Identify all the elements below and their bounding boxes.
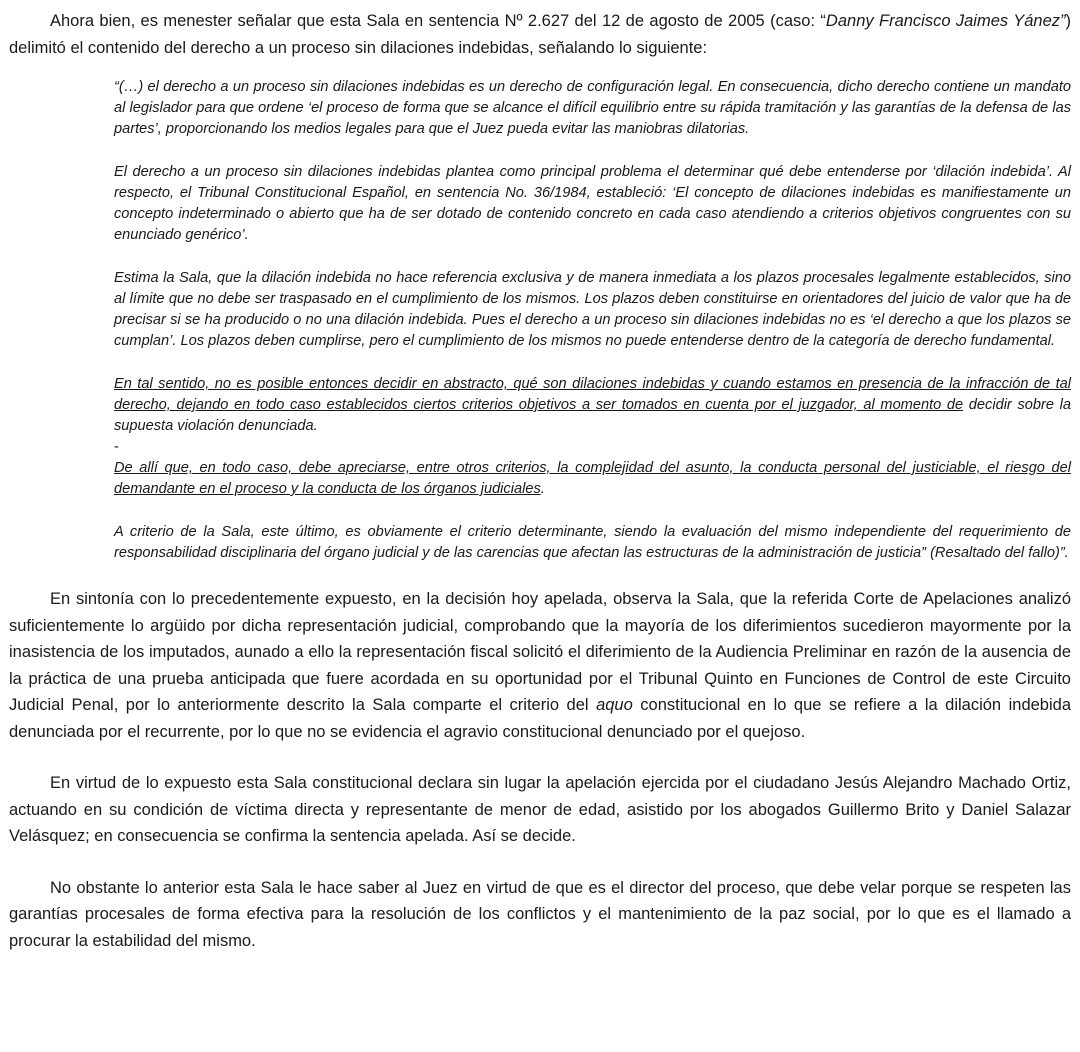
paragraph-text-end: constitucional en lo que se refiere a la dilación indebida denunciada por el recurrente, por lo que no se evidencia el agravio constitucional denunciado por el quejoso.	[9, 696, 1072, 741]
dash-separator: -	[114, 439, 119, 455]
block-quote	[114, 77, 1071, 564]
quote-paragraph-5	[114, 458, 1071, 500]
quote-paragraph-1: “(…) el derecho a un proceso sin dilaciones indebidas es un derecho de configuración legal. En consecuencia, dicho derecho contiene un mandato al legislador para que ordene ‘el proceso de forma que se alcance el difícil equilibrio entre su rápida tramitación y las garantías de la defensa de las partes’, proporcionando los medios legales para que el Juez pueda evitar las maniobras dilatorias.	[114, 79, 1071, 137]
italic-term: aquo	[596, 696, 633, 714]
paragraph-text: En sintonía con lo precedentemente expuesto, en la decisión hoy apelada, observa la Sala, que la referida Corte de Apelaciones analizó suficientemente lo argüido por dicha representación judicial, comprobando que la mayoría de los diferimientos sucedieron mayormente por la inasistencia de los imputados, aunado a ello la representación fiscal solicitó el diferimiento de la Audiencia Preliminar en razón de la ausencia de la práctica de una prueba anticipada que fuere acordada en su oportunidad por el Tribunal Quinto en Funciones de Control de este Circuito Judicial Penal, por lo anteriormente descrito la Sala comparte el criterio del	[9, 590, 1071, 714]
intro-paragraph	[9, 8, 1071, 61]
paragraph-analysis	[9, 586, 1071, 745]
quote-text: .	[540, 481, 545, 497]
quote-paragraph-3: Estima la Sala, que la dilación indebida no hace referencia exclusiva y de manera inmediata a los plazos procesales legalmente establecidos, sino al límite que no debe ser traspasado en el cumplimiento de los mismos. Los plazos deben constituirse en orientadores del juicio de valor que ha de precisar si se ha producido o no una dilación indebida. Pues el derecho a un proceso sin dilaciones indebidas no es ‘el derecho a que los plazos se cumplan’. Los plazos deben cumplirse, pero el cumplimiento de los mismos no puede entenderse dentro de la categoría de derecho fundamental.	[114, 270, 1071, 349]
paragraph-closing: No obstante lo anterior esta Sala le hace saber al Juez en virtud de que es el director del proceso, que debe velar porque se respeten las garantías procesales de forma efectiva para la resolución de los conflictos y el mantenimiento de la paz social, por lo que es el llamado a procurar la estabilidad del mismo.	[9, 878, 1071, 950]
quote-paragraph-4	[114, 374, 1071, 437]
quote-underlined-text: De allí que, en todo caso, debe apreciarse, entre otros criterios, la complejidad del asunto, la conducta personal del justiciable, el riesgo del demandante en el proceso y la conducta de los órganos judiciales	[114, 460, 1071, 497]
paragraph-decision: En virtud de lo expuesto esta Sala constitucional declara sin lugar la apelación ejercida por el ciudadano Jesús Alejandro Machado Ortiz, actuando en su condición de víctima directa y representante de menor de edad, asistido por los abogados Guillermo Brito y Daniel Salazar Velásquez; en consecuencia se confirma la sentencia apelada. Así se decide.	[9, 774, 1071, 845]
intro-text-end: ) delimitó el contenido del derecho a un proceso sin dilaciones indebidas, señalando lo siguiente:	[9, 12, 1071, 57]
quote-underlined-text: En tal sentido, no es posible entonces decidir en abstracto, qué son dilaciones indebidas y cuando estamos en presencia de la infracción de tal derecho, dejando en todo caso establecidos ciertos criterios objetivos a ser tomados en cuenta por el juzgador, al momento de	[114, 376, 1071, 413]
case-name: Danny Francisco Jaimes Yánez”	[825, 12, 1066, 30]
quote-text: decidir sobre la supuesta violación denunciada.	[114, 397, 1071, 434]
quote-paragraph-2: El derecho a un proceso sin dilaciones indebidas plantea como principal problema el determinar qué debe entenderse por ‘dilación indebida’. Al respecto, el Tribunal Constitucional Español, en sentencia No. 36/1984, estableció: ‘El concepto de dilaciones indebidas es manifiestamente un concepto indeterminado o abierto que ha de ser dotado de contenido concreto en cada caso atendiendo a criterios objetivos congruentes con su enunciado genérico’.	[114, 164, 1071, 243]
quote-paragraph-6: A criterio de la Sala, este último, es obviamente el criterio determinante, siendo la evaluación del mismo independiente del requerimiento de responsabilidad disciplinaria del órgano judicial y de las carencias que afectan las estructuras de la administración de justicia” (Resaltado del fallo)”.	[114, 524, 1071, 561]
intro-text: Ahora bien, es menester señalar que esta Sala en sentencia Nº 2.627 del 12 de agosto de 2005 (caso: “	[50, 12, 826, 30]
